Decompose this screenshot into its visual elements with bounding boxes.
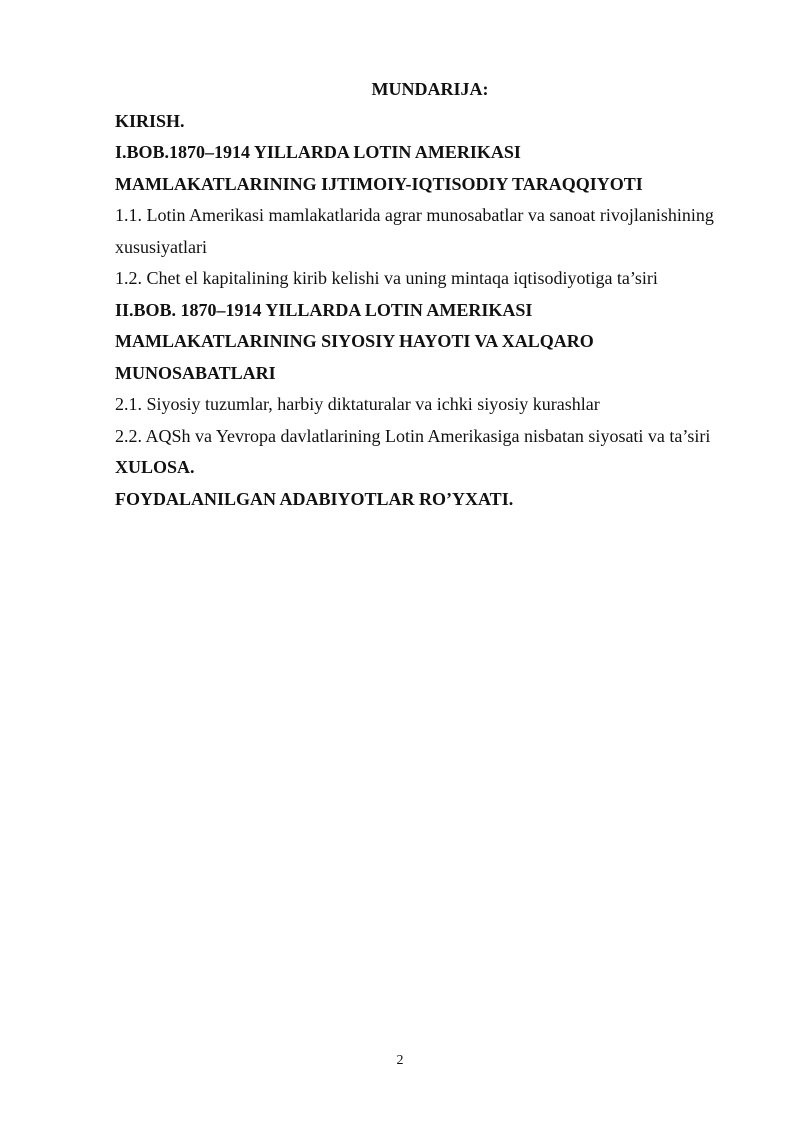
toc-entry-chapter-2-line-3: MUNOSABATLARI [115,362,276,383]
page-number: 2 [396,1053,404,1068]
toc-entry-section-1-1: 1.1. Lotin Amerikasi mamlakatlarida agrar munosabatlar va sanoat rivojlanishining xususiyatlari [115,205,714,257]
toc-title: MUNDARIJA: [371,79,489,99]
toc-entry-chapter-2-line-1: II.BOB. 1870–1914 YILLARDA LOTIN AMERIKASI [115,299,533,320]
toc-entry-section-1-2: 1.2. Chet el kapitalining kirib kelishi va uning mintaqa iqtisodiyotiga ta’siri [115,268,658,288]
toc-entry-kirish: KIRISH. [115,110,185,131]
toc-entry-chapter-1-line-2: MAMLAKATLARINING IJTIMOIY-IQTISODIY TARAQQIYOTI [115,173,643,194]
toc-entry-chapter-1-line-1: I.BOB.1870–1914 YILLARDA LOTIN AMERIKASI [115,142,521,162]
toc-entry-chapter-2-line-2: MAMLAKATLARINING SIYOSIY HAYOTI VA XALQARO [115,331,594,351]
toc-entry-section-2-2: 2.2. AQSh va Yevropa davlatlarining Lotin Amerikasiga nisbatan siyosati va ta’siri [115,425,711,446]
toc-entry-xulosa: XULOSA. [115,457,195,477]
toc-entry-section-2-1: 2.1. Siyosiy tuzumlar, harbiy diktaturalar va ichki siyosiy kurashlar [115,394,600,414]
table-of-contents [115,74,745,515]
toc-entry-bibliography: FOYDALANILGAN ADABIYOTLAR RO’YXATI. [115,488,514,509]
